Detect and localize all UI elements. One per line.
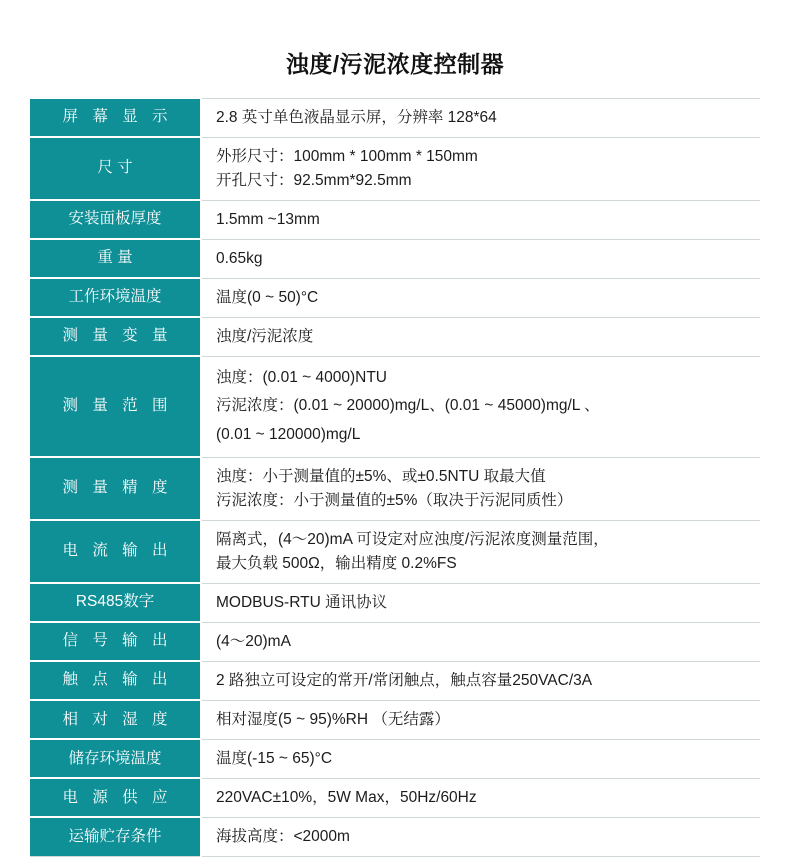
spec-row-value: [201, 739, 760, 778]
spec-row-value-line: (4～20)mA: [216, 632, 291, 650]
spec-row-label: 测 量 变 量: [30, 317, 201, 356]
spec-row-value-line: 最大负载 500Ω，输出精度 0.2%FS: [216, 554, 457, 572]
spec-row: [30, 661, 760, 700]
spec-row-value-line: MODBUS-RTU 通讯协议: [216, 593, 388, 611]
spec-row-value-line: 污泥浓度：小于测量值的±5%（取决于污泥同质性）: [216, 491, 573, 509]
spec-row-label: 测 量 范 围: [30, 356, 201, 457]
spec-row: [30, 622, 760, 661]
spec-row-label: 屏 幕 显 示: [30, 98, 201, 137]
spec-row-label: 信 号 输 出: [30, 622, 201, 661]
spec-row-value: [201, 98, 760, 137]
spec-row: [30, 278, 760, 317]
spec-row-value-line: 浊度：(0.01 ~ 4000)NTU: [216, 368, 387, 386]
spec-row-label: 测 量 精 度: [30, 457, 201, 520]
spec-row-label: 电 源 供 应: [30, 778, 201, 817]
spec-row-value: [201, 356, 760, 457]
spec-row-value: [201, 278, 760, 317]
spec-row-value: [201, 817, 760, 856]
spec-row-value-line: 温度(0 ~ 50)°C: [216, 288, 319, 306]
spec-row-value: [201, 700, 760, 739]
page-title: 浊度/污泥浓度控制器: [285, 51, 505, 77]
spec-row: [30, 98, 760, 137]
spec-row-value-line: 相对湿度(5 ~ 95)%RH （无结露）: [216, 710, 450, 728]
spec-row: [30, 700, 760, 739]
spec-row-label: 尺 寸: [30, 137, 201, 200]
spec-row-label: 触 点 输 出: [30, 661, 201, 700]
spec-row: [30, 239, 760, 278]
spec-row-value-line: 温度(-15 ~ 65)°C: [216, 749, 333, 767]
spec-row-value: [201, 137, 760, 200]
spec-row-value-line: 开孔尺寸：92.5mm*92.5mm: [216, 171, 412, 189]
spec-row-value-line: 浊度：小于测量值的±5%、或±0.5NTU 取最大值: [216, 467, 546, 485]
spec-row: [30, 778, 760, 817]
spec-row-value-line: 浊度/污泥浓度: [216, 327, 314, 345]
spec-row-value-line: 220VAC±10%，5W Max，50Hz/60Hz: [216, 788, 477, 806]
spec-row-value: [201, 520, 760, 583]
spec-row-value-line: 污泥浓度：(0.01 ~ 20000)mg/L、(0.01 ~ 45000)mg/L 、: [216, 397, 600, 415]
spec-row-value: [201, 661, 760, 700]
spec-row-value-line: (0.01 ~ 120000)mg/L: [216, 425, 361, 443]
spec-row-value-line: 0.65kg: [216, 249, 263, 267]
spec-row-value: [201, 778, 760, 817]
spec-row: [30, 317, 760, 356]
spec-row-value: [201, 457, 760, 520]
spec-row-value: [201, 239, 760, 278]
spec-row-label: 工作环境温度: [30, 278, 201, 317]
spec-row: [30, 817, 760, 856]
spec-row-label: 重 量: [30, 239, 201, 278]
spec-row: [30, 200, 760, 239]
spec-row-value: [201, 200, 760, 239]
specification-table: [30, 97, 760, 857]
spec-row-label: RS485数字: [30, 583, 201, 622]
spec-row-value-line: 1.5mm ~13mm: [216, 210, 320, 228]
spec-row-label: 电 流 输 出: [30, 520, 201, 583]
spec-row-label: 运输贮存条件: [30, 817, 201, 856]
spec-row-value: [201, 622, 760, 661]
specification-table-body: [30, 98, 760, 856]
spec-row: [30, 356, 760, 457]
spec-row-label: 安装面板厚度: [30, 200, 201, 239]
spec-row-value-line: 海拔高度：<2000m: [216, 827, 350, 845]
spec-row-value: [201, 317, 760, 356]
spec-row: [30, 739, 760, 778]
spec-row: [30, 583, 760, 622]
spec-row-value-line: 2 路独立可设定的常开/常闭触点，触点容量250VAC/3A: [216, 671, 593, 689]
spec-row: [30, 457, 760, 520]
spec-row-label: 储存环境温度: [30, 739, 201, 778]
spec-row: [30, 137, 760, 200]
spec-row-value-line: 隔离式，(4～20)mA 可设定对应浊度/污泥浓度测量范围，: [216, 530, 609, 548]
spec-row: [30, 520, 760, 583]
spec-row-value: [201, 583, 760, 622]
spec-row-value-line: 2.8 英寸单色液晶显示屏，分辨率 128*64: [216, 108, 497, 126]
spec-row-value-line: 外形尺寸：100mm * 100mm * 150mm: [216, 147, 478, 165]
spec-row-label: 相 对 湿 度: [30, 700, 201, 739]
